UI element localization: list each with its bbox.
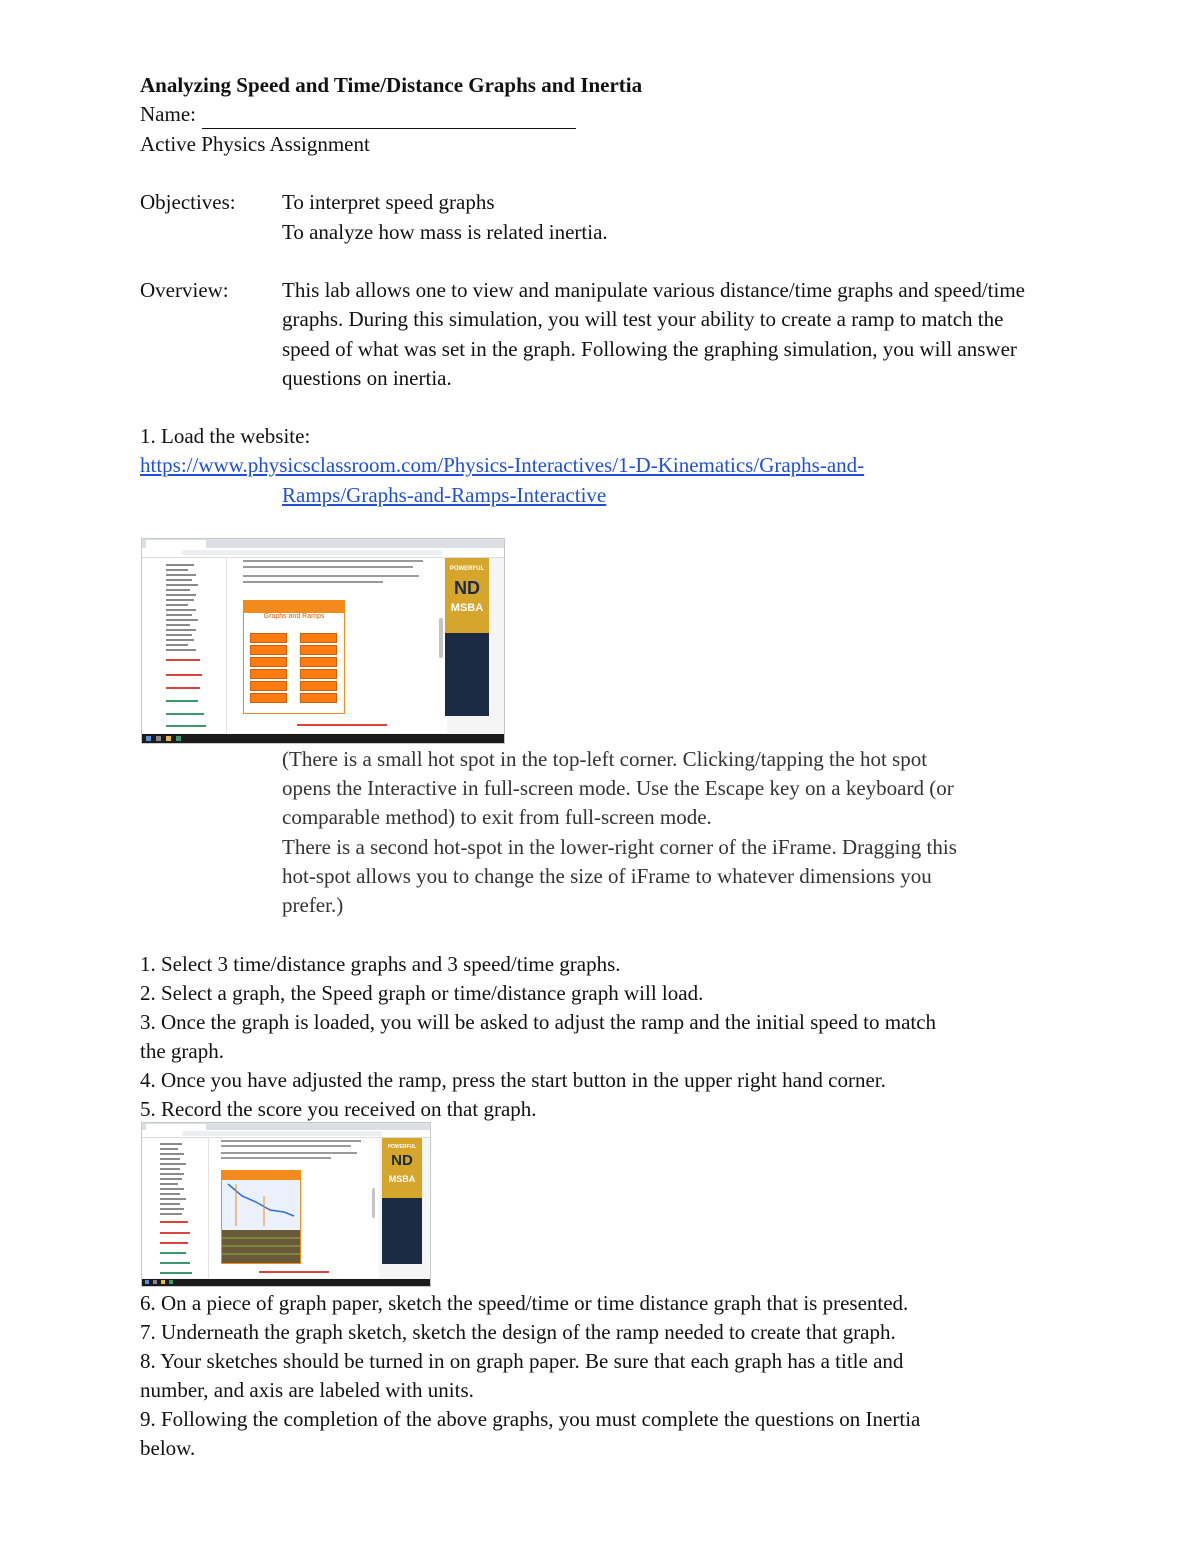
ad-line2: MSBA [388, 1174, 416, 1184]
step-item: 1. Select 3 time/distance graphs and 3 speed/time graphs. [140, 952, 621, 976]
graph-option-button[interactable] [250, 681, 287, 691]
step-item: 2. Select a graph, the Speed graph or time/distance graph will load. [140, 981, 704, 1005]
assignment-label: Active Physics Assignment [140, 132, 370, 156]
step-item: 5. Record the score you received on that graph. [140, 1097, 537, 1121]
step-item: 7. Underneath the graph sketch, sketch the design of the ramp needed to create that graph. [140, 1320, 896, 1344]
graph-option-button[interactable] [250, 669, 287, 679]
graph-option-button[interactable] [300, 693, 337, 703]
hotspot-note-line: There is a second hot-spot in the lower-right corner of the iFrame. Dragging this [282, 835, 957, 859]
graph-option-button[interactable] [300, 645, 337, 655]
website-link-line2[interactable] [282, 481, 606, 510]
step-item: number, and axis are labeled with units. [140, 1378, 474, 1402]
site-sidebar [142, 558, 227, 733]
website-link[interactable]: https://www.physicsclassroom.com/Physics-Interactives/1-D-Kinematics/Graphs-and- [140, 453, 865, 477]
speed-graph-thumbnail [222, 1180, 300, 1263]
site-sidebar [142, 1138, 209, 1278]
ad-line1: POWERFUL [449, 566, 485, 572]
screenshot-graph-interactive [141, 1122, 431, 1287]
site-content [227, 558, 447, 733]
overview-label: Overview: [140, 278, 229, 302]
browser-tab-bar [142, 1123, 430, 1130]
interactive-frame [243, 600, 345, 714]
advertisement-banner [445, 558, 489, 716]
step-item: 4. Once you have adjusted the ramp, press the start button in the upper right hand corner. [140, 1068, 886, 1092]
ad-line1: POWERFUL [387, 1144, 417, 1150]
ad-logo: ND [454, 578, 480, 598]
name-field [140, 100, 576, 129]
hotspot-note-line: hot-spot allows you to change the size of iFrame to whatever dimensions you [282, 864, 932, 888]
graph-option-button[interactable] [250, 657, 287, 667]
step-item: the graph. [140, 1039, 224, 1063]
ad-line2: MSBA [450, 602, 484, 614]
ad-logo: ND [391, 1152, 413, 1169]
graph-option-button[interactable] [300, 633, 337, 643]
step-item: 8. Your sketches should be turned in on graph paper. Be sure that each graph has a title and [140, 1349, 904, 1373]
graph-option-button[interactable] [250, 645, 287, 655]
objective-item: To analyze how mass is related inertia. [282, 220, 608, 244]
document-title: Analyzing Speed and Time/Distance Graphs and Inertia [140, 73, 643, 97]
objective-item: To interpret speed graphs [282, 190, 495, 214]
step-item: 3. Once the graph is loaded, you will be asked to adjust the ramp and the initial speed to match [140, 1010, 937, 1034]
hotspot-note-line: prefer.) [282, 893, 344, 917]
windows-taskbar [142, 1279, 430, 1286]
graph-option-button[interactable] [250, 633, 287, 643]
panel-title: Graphs and Ramps [263, 613, 325, 620]
website-link-line1[interactable] [140, 451, 864, 480]
browser-url-bar [142, 1130, 430, 1138]
site-content [209, 1138, 379, 1278]
overview-text: This lab allows one to view and manipulate various distance/time graphs and speed/time graphs. During this simulation, you will test your ability to create a ramp to match the speed of what was set in the graph. Following the graphing simulation, you will answer questions on inertia. [282, 278, 1025, 390]
advertisement-banner [382, 1138, 422, 1264]
hotspot-note-line: comparable method) to exit from full-screen mode. [282, 805, 712, 829]
windows-taskbar [142, 734, 504, 743]
step-item: 6. On a piece of graph paper, sketch the speed/time or time distance graph that is presented. [140, 1291, 909, 1315]
name-label: Name: [140, 102, 196, 126]
load-website-label: 1. Load the website: [140, 424, 311, 448]
website-link-continued[interactable]: Ramps/Graphs-and-Ramps-Interactive [282, 483, 607, 507]
hotspot-note-line: (There is a small hot spot in the top-left corner. Clicking/tapping the hot spot [282, 747, 928, 771]
name-blank-line [202, 106, 576, 129]
graph-option-button[interactable] [300, 669, 337, 679]
graph-option-button[interactable] [300, 657, 337, 667]
step-item: below. [140, 1436, 196, 1460]
graph-option-button[interactable] [250, 693, 287, 703]
browser-tab-bar [142, 539, 504, 548]
step-item: 9. Following the completion of the above graphs, you must complete the questions on Inertia [140, 1407, 921, 1431]
objectives-label: Objectives: [140, 190, 236, 214]
hotspot-note-line: opens the Interactive in full-screen mode. Use the Escape key on a keyboard (or [282, 776, 954, 800]
graph-option-button[interactable] [300, 681, 337, 691]
screenshot-interactive-menu [141, 538, 505, 744]
browser-url-bar [142, 548, 504, 558]
graph-frame [221, 1170, 301, 1264]
